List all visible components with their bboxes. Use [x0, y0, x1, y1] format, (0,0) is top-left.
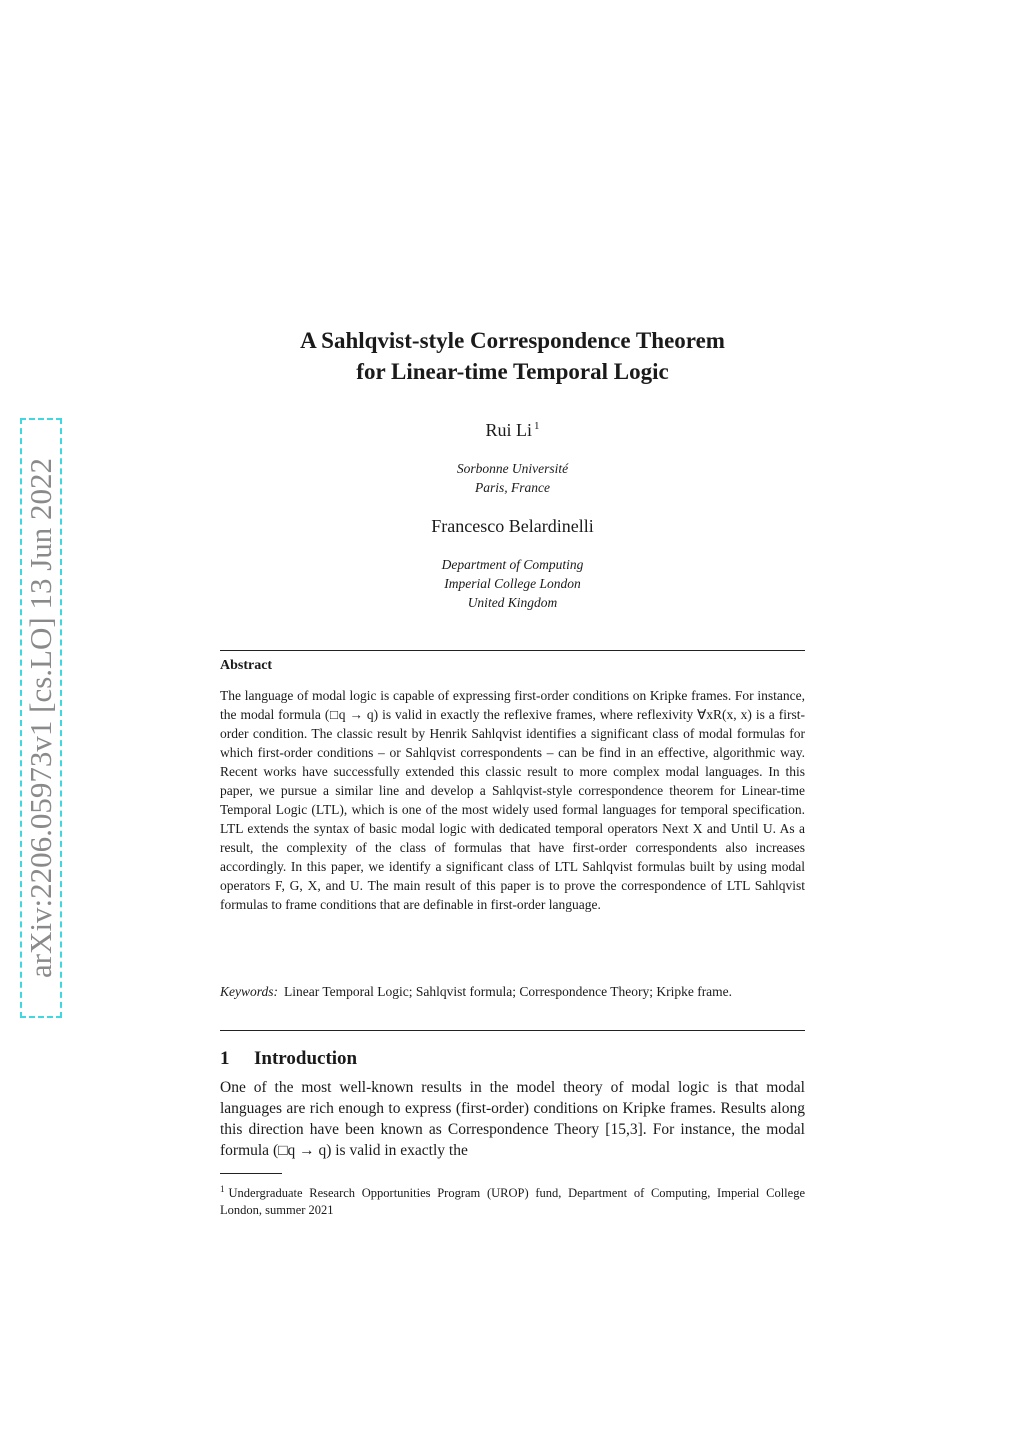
affiliation-line: Imperial College London	[444, 576, 581, 591]
footnote-rule	[220, 1173, 282, 1174]
keywords	[220, 982, 805, 1001]
arxiv-id: arXiv:2206.05973v1 [cs.LO] 13 Jun 2022	[23, 457, 58, 979]
author-1-name: Rui Li	[485, 420, 532, 440]
title-line-2: for Linear-time Temporal Logic	[356, 359, 669, 384]
arxiv-stamp	[20, 418, 62, 1018]
author-1-footnote-mark: 1	[534, 420, 540, 432]
abstract-bottom-rule	[220, 1030, 805, 1031]
author-2-name: Francesco Belardinelli	[431, 516, 594, 536]
footnote	[220, 1181, 805, 1219]
affiliation-line: Sorbonne Université	[456, 461, 569, 476]
introduction-text: One of the most well-known results in the model theory of modal logic is that modal languages are rich enough to express (first-order) conditions on Kripke frames. Results along this direction have been known as Correspondence Theory [15,3]. For instance, the modal formula (□q → q) is valid in exactly the	[220, 1079, 805, 1159]
footnote-mark: 1	[220, 1184, 225, 1194]
abstract-heading: Abstract	[220, 658, 273, 673]
abstract-text: The language of modal logic is capable of expressing first-order conditions on Kripke frames. For instance, the modal formula (□q → q) is valid in exactly the reflexive frames, where reflexivity ∀xR(x, x) is a first-order condition. The classic result by Henrik Sahlqvist identifies a significant class of modal formulas for which first-order conditions – or Sahlqvist correspondents – can be find in an effective, algorithmic way. Recent works have successfully extended this classic result to more complex modal languages. In this paper, we pursue a similar line and develop a Sahlqvist-style correspondence theorem for Linear-time Temporal Logic (LTL), which is one of the most widely used formal languages for temporal specification. LTL extends the syntax of basic modal logic with dedicated temporal operators Next X and Until U. As a result, the complexity of the class of formulas that have first-order correspondents also increases accordingly. In this paper, we identify a significant class of LTL Sahlqvist formulas built by using modal operators F, G, X, and U. The main result of this paper is to prove the correspondence of LTL Sahlqvist formulas to frame conditions that are definable in first-order language.	[220, 688, 805, 912]
affiliation-line: United Kingdom	[467, 595, 558, 610]
section-title: Introduction	[254, 1048, 358, 1069]
abstract-top-rule	[220, 650, 805, 651]
affiliation-line: Paris, France	[475, 480, 550, 495]
author-2-affiliation	[220, 555, 805, 612]
title-line-1: A Sahlqvist-style Correspondence Theorem	[300, 328, 725, 353]
paper-title	[220, 325, 805, 387]
affiliation-line: Department of Computing	[441, 557, 584, 572]
author-1-affiliation	[220, 459, 805, 497]
keywords-text: Linear Temporal Logic; Sahlqvist formula; Correspondence Theory; Kripke frame.	[284, 984, 733, 999]
author-1	[220, 420, 805, 441]
author-2	[220, 516, 805, 537]
footnote-text: Undergraduate Research Opportunities Program (UROP) fund, Department of Computing, Imperial College London, summer 2021	[220, 1186, 805, 1217]
paper-content	[220, 0, 805, 1449]
section-heading-introduction	[220, 1048, 357, 1070]
section-number: 1	[220, 1048, 230, 1069]
keywords-label: Keywords:	[220, 984, 278, 999]
